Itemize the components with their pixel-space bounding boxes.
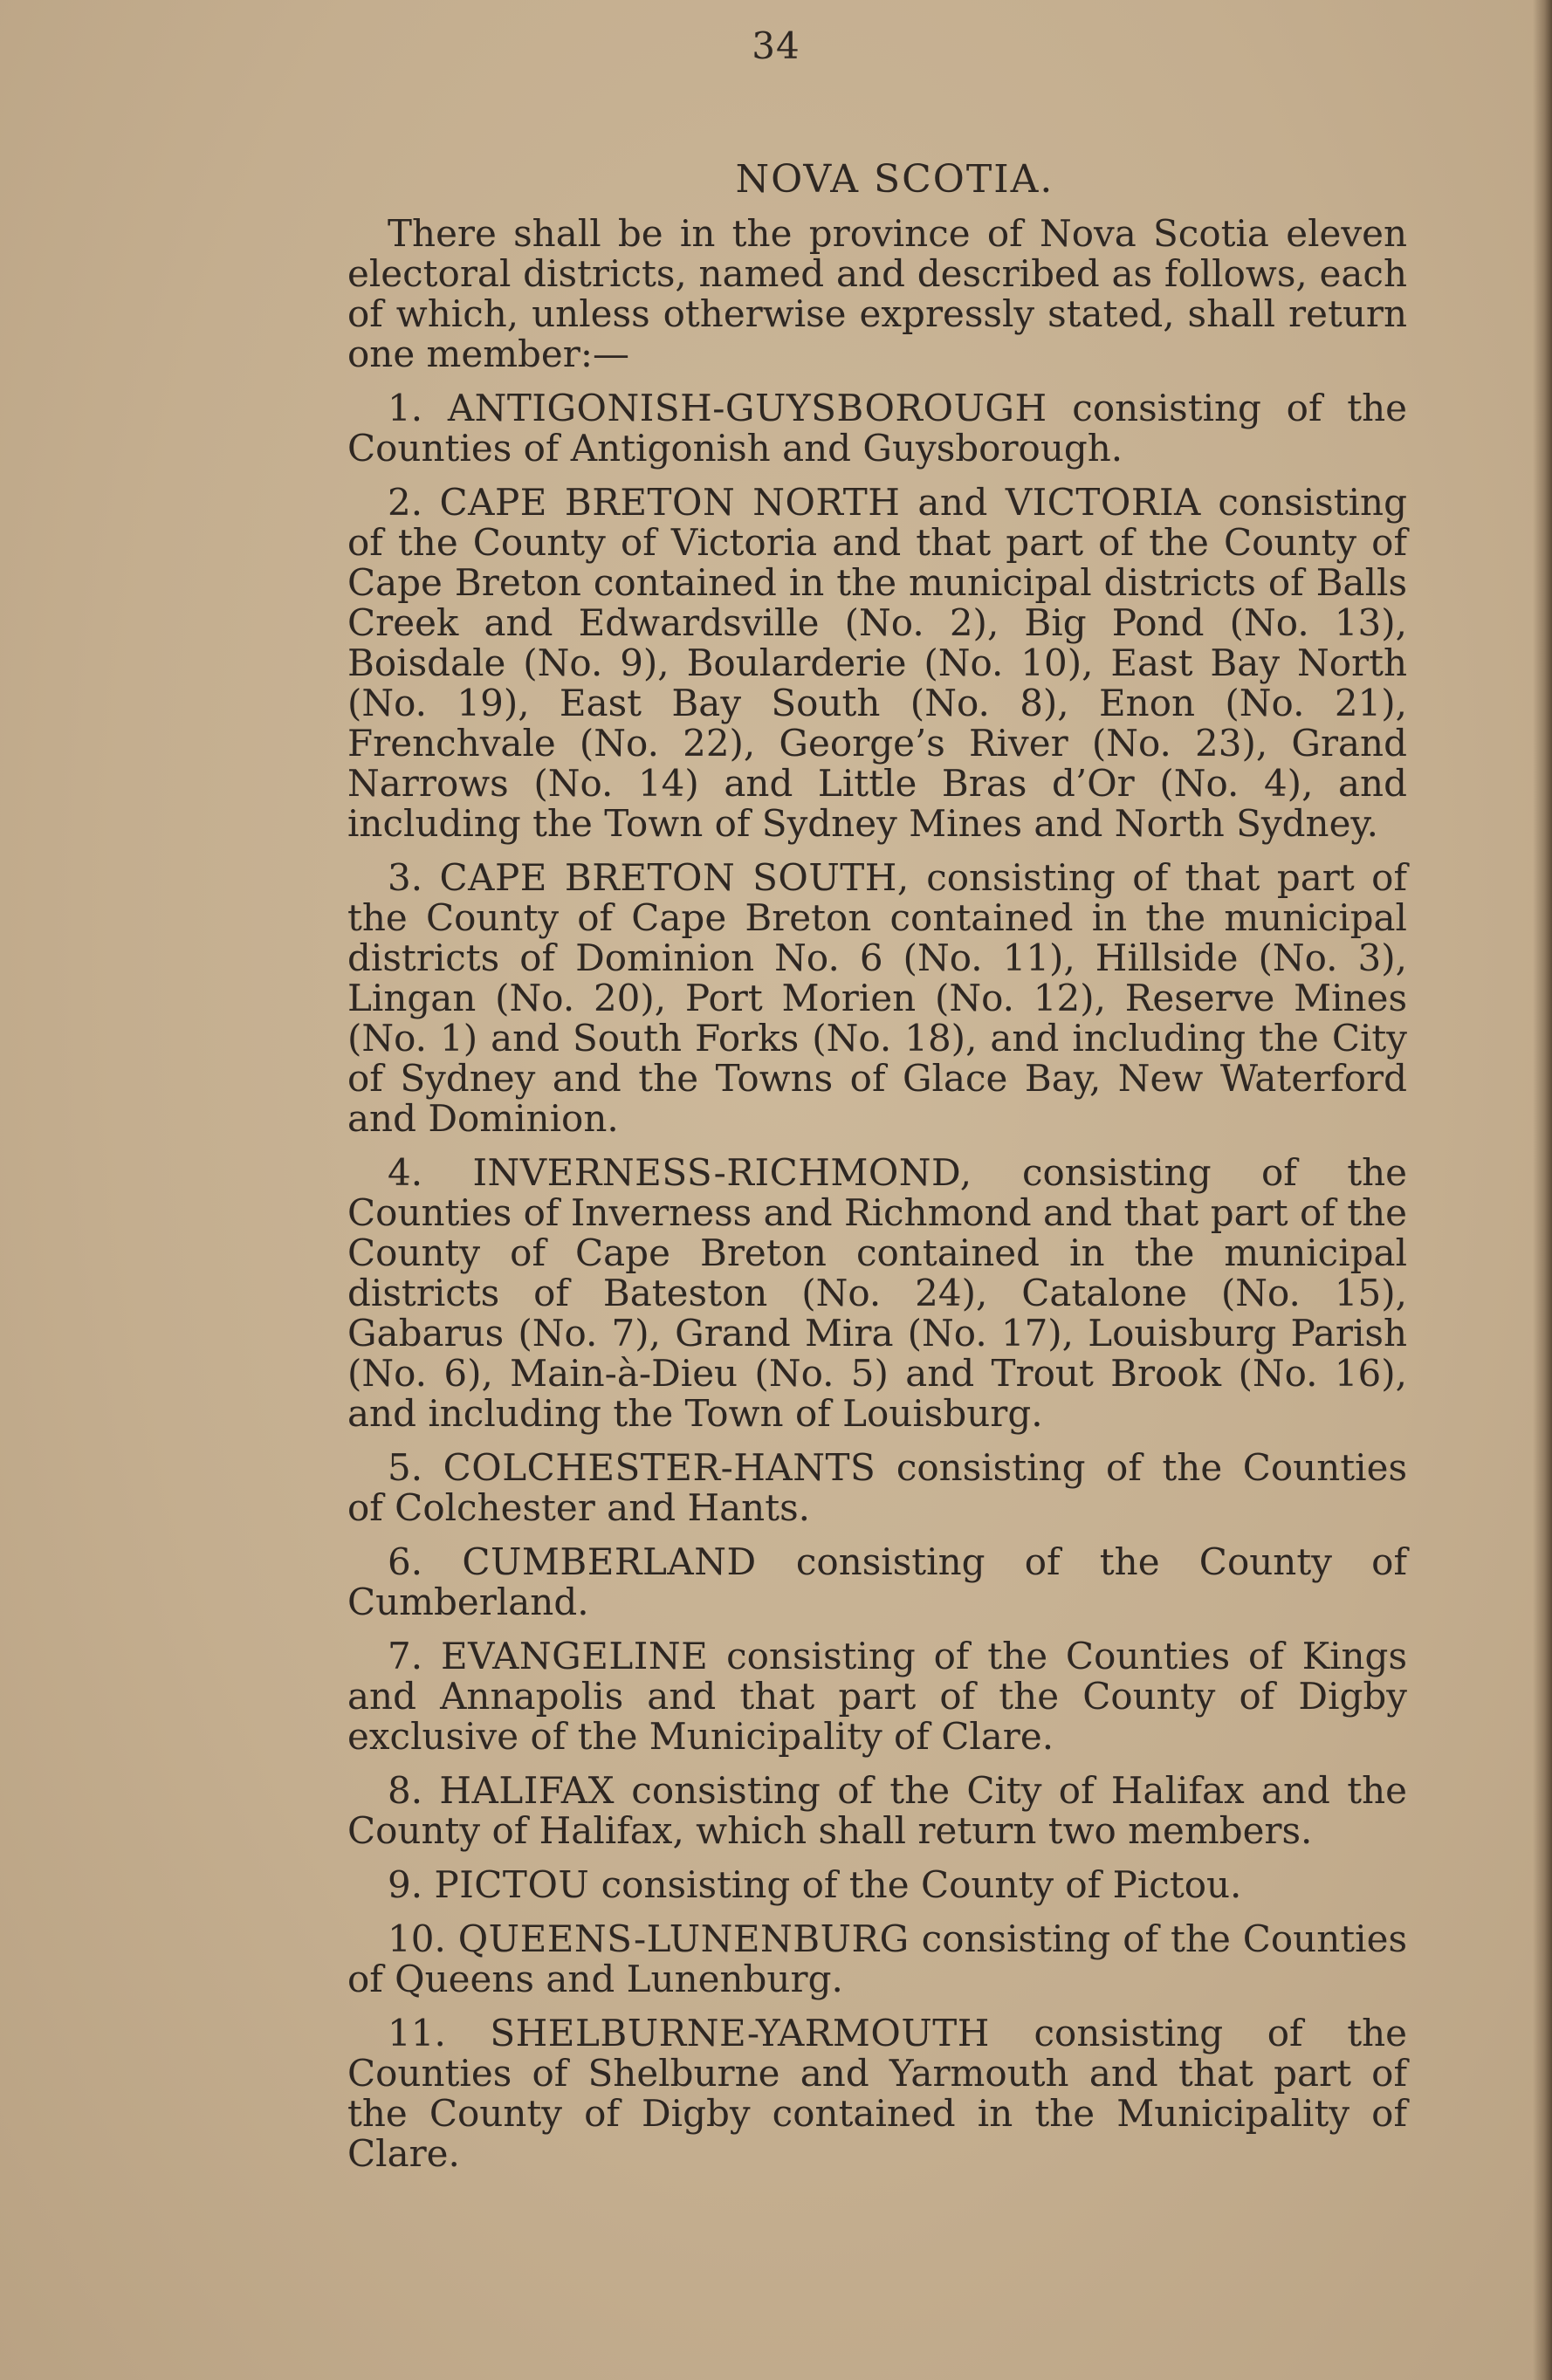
district-name: EVANGELINE	[440, 1635, 709, 1677]
district-number: 6.	[388, 1540, 423, 1583]
district-name: CUMBERLAND	[462, 1540, 757, 1583]
page-content	[347, 157, 1407, 2188]
district-description: consisting of the Counties of Shelburne and Yarmouth and that part of the County of Digby contained in the Municipality of Clare.	[347, 2012, 1407, 2175]
district-description: consisting of the Counties of Inverness and Richmond and that part of the County of Cape Breton contained in the municipal districts of Bateston (No. 24), Catalone (No. 15), Gabarus (No. 7), Grand Mira (No. 17), Louisburg Parish (No. 6), Main-à-Dieu (No. 5) and Trout Brook (No. 16), and including the Town of Louisburg.	[347, 1151, 1407, 1435]
intro-paragraph: There shall be in the province of Nova Scotia eleven electoral districts, named and described as follows, each of which, unless otherwise expressly stated, shall return one member:—	[347, 212, 1407, 375]
district-number: 1.	[388, 387, 423, 429]
district-10	[347, 1919, 1407, 1999]
district-description: consisting of the County of Victoria and that part of the County of Cape Breton contained in the municipal districts of Balls Creek and Edwardsville (No. 2), Big Pond (No. 13), Boisdale (No. 9), Boularderie (No. 10), East Bay North (No. 19), East Bay South (No. 8), Enon (No. 21), Frenchvale (No. 22), George’s River (No. 23), Grand Narrows (No. 14) and Little Bras d’Or (No. 4), and including the Town of Sydney Mines and North Sydney.	[347, 481, 1407, 845]
district-name: CAPE BRETON SOUTH,	[439, 856, 910, 899]
district-number: 8.	[388, 1769, 423, 1812]
district-name: SHELBURNE-YARMOUTH	[490, 2012, 990, 2054]
district-number: 4.	[388, 1151, 423, 1194]
district-name: CAPE BRETON NORTH and VICTORIA	[439, 481, 1201, 524]
district-description: consisting of the Counties of Kings and Annapolis and that part of the County of Digby exclusive of the Municipality of Clare.	[347, 1635, 1407, 1758]
district-description: consisting of the County of Cumberland.	[347, 1540, 1407, 1623]
page-number: 34	[752, 24, 800, 67]
district-number: 7.	[388, 1635, 423, 1677]
district-6	[347, 1542, 1407, 1622]
district-number: 10.	[388, 1917, 446, 1960]
district-name: HALIFAX	[439, 1769, 615, 1812]
district-name: QUEENS-LUNENBURG	[457, 1917, 910, 1960]
district-number: 2.	[388, 481, 423, 524]
district-8	[347, 1771, 1407, 1851]
district-name: PICTOU	[434, 1863, 590, 1906]
district-1	[347, 388, 1407, 469]
district-number: 5.	[388, 1446, 423, 1489]
district-3	[347, 858, 1407, 1139]
district-name: COLCHESTER-HANTS	[443, 1446, 876, 1489]
district-description: consisting of the City of Halifax and the County of Halifax, which shall return two members.	[347, 1769, 1407, 1852]
district-name: ANTIGONISH-GUYSBOROUGH	[447, 387, 1047, 429]
district-description: consisting of that part of the County of Cape Breton contained in the municipal districts of Dominion No. 6 (No. 11), Hillside (No. 3), Lingan (No. 20), Port Morien (No. 12), Reserve Mines (No. 1) and South Forks (No. 18), and including the City of Sydney and the Towns of Glace Bay, New Waterford and Dominion.	[347, 856, 1407, 1140]
district-11	[347, 2013, 1407, 2174]
district-4	[347, 1153, 1407, 1434]
district-description: consisting of the Counties of Queens and Lunenburg.	[347, 1917, 1407, 2000]
district-number: 9.	[388, 1863, 423, 1906]
district-9	[347, 1865, 1407, 1905]
district-description: consisting of the Counties of Antigonish and Guysborough.	[347, 387, 1408, 470]
district-number: 11.	[388, 2012, 446, 2054]
district-5	[347, 1448, 1407, 1528]
district-name: INVERNESS-RICHMOND,	[472, 1151, 972, 1194]
section-heading: NOVA SCOTIA.	[735, 157, 1054, 202]
district-description: consisting of the Counties of Colchester and Hants.	[347, 1446, 1407, 1529]
district-description: consisting of the County of Pictou.	[589, 1863, 1242, 1906]
district-number: 3.	[388, 856, 423, 899]
district-2	[347, 483, 1407, 844]
district-7	[347, 1636, 1407, 1757]
page-edge-shadow	[1533, 0, 1552, 2380]
